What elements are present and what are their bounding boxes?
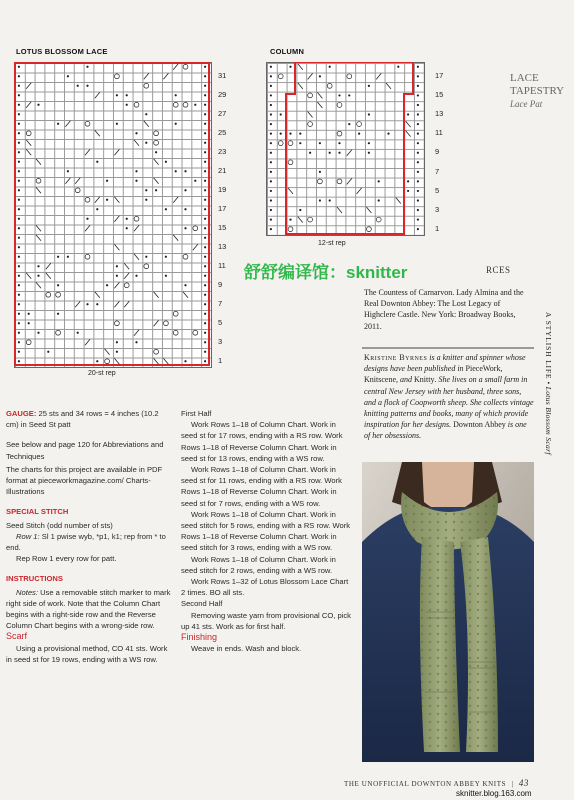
bio-text-2: ,: [500, 364, 503, 374]
row-number: 9: [218, 280, 223, 289]
edge-text-line1: LACE: [510, 72, 539, 84]
repeat-row-text: Rep Row 1 every row for patt.: [16, 554, 117, 564]
gauge-label: GAUGE:: [6, 409, 37, 418]
bio-pub-1: PieceWork: [465, 364, 501, 374]
row-number: 7: [435, 166, 440, 176]
row-number: 7: [218, 299, 223, 308]
seed-stitch-title: Seed Stitch (odd number of sts): [6, 520, 113, 530]
charts-pdf-note: The charts for this project are available in PDF format at pieceworkmagazine.com/ Charts-Illustrations: [6, 464, 163, 497]
row-number: 3: [435, 204, 440, 214]
first-half-heading: First Half: [181, 409, 212, 418]
row-number: 11: [218, 261, 226, 270]
running-title: THE UNOFFICIAL DOWNTON ABBEY KNITS: [344, 780, 507, 788]
resources-heading-fragment: RCES: [486, 265, 511, 275]
sidebar-separator: •: [544, 379, 553, 387]
abbreviations-note: See below and page 120 for Abbreviations and Techniques: [6, 440, 164, 461]
bio-text-3: , and: [396, 375, 414, 385]
notes-label: Notes:: [16, 587, 38, 597]
special-stitch-heading: SPECIAL STITCH: [6, 507, 69, 517]
footer-separator: |: [511, 780, 514, 788]
row-number: 15: [218, 223, 227, 232]
row-number: 1: [435, 223, 440, 233]
column-chart: [266, 62, 426, 237]
bio-text-1: is a knitter and spinner whose designs have been published in: [364, 353, 526, 374]
lotus-chart-title: LOTUS BLOSSOM LACE: [16, 47, 108, 56]
lotus-chart-symbols: [14, 62, 210, 366]
section-name: A STYLISH LIFE: [544, 312, 553, 380]
first-half-p1: Work Rows 1–18 of Column Chart. Work in seed st for 17 rows, ending with a RS row. Work Rows 1–18 of Reverse Column Chart. Work in seed st for 13 rows, ending with a WS row.: [181, 420, 343, 463]
divider: [362, 347, 534, 349]
edge-text-line2: TAPESTRY: [510, 85, 565, 97]
left-column: [6, 408, 172, 665]
section-sidebar: [544, 312, 553, 455]
row-number: 19: [218, 185, 227, 194]
middle-column: [181, 408, 353, 654]
lotus-chart: [14, 62, 214, 367]
notes-text: Use a removable stitch marker to mark right side of work. Note that the Column Chart begins with a right-side row and the Reverse Column Chart begins with a wrong-side row.: [6, 587, 171, 631]
first-half-p3: Work Rows 1–18 of Column Chart. Work in seed stitch for 5 rows, ending with a RS row. Work Rows 1–18 of Reverse Column Chart. Work in seed stitch for 3 rows, ending with a WS row.: [181, 509, 351, 553]
column-chart-symbols: [266, 62, 423, 234]
finishing-heading: Finishing: [181, 632, 218, 643]
row-number: 5: [218, 318, 223, 327]
first-half-p2: Work Rows 1–18 of Column Chart. Work in seed st for 11 rows, ending with a RS row. Work Rows 1–18 of Reverse Column Chart. Work in seed st for 7 rows, ending with a WS row.: [181, 465, 342, 508]
bio-show-title: Downton Abbey: [453, 420, 506, 430]
lotus-repeat-label: 20-st rep: [88, 370, 116, 377]
row-number: 11: [435, 128, 443, 138]
row1-label: Row 1:: [16, 531, 40, 541]
row-number: 17: [435, 71, 444, 80]
bio-pub-3: Knitty: [414, 375, 435, 385]
author-bio: [364, 352, 534, 442]
row-number: 9: [435, 147, 440, 157]
row-number: 17: [218, 204, 227, 213]
footer: [344, 778, 529, 788]
row-number: 25: [218, 128, 227, 137]
first-half-p5: Work Rows 1–32 of Lotus Blossom Lace Chart 2 times. BO all sts.: [181, 577, 349, 598]
pattern-name: Lotus Blossom Scarf: [544, 386, 553, 455]
row1-text: Sl 1 pwise wyb, *p1, k1; rep from * to end.: [6, 531, 166, 553]
bio-text-6: is one of her obsessions.: [364, 420, 527, 441]
watermark: 舒舒编译馆：sknitter: [244, 263, 408, 282]
row-number: 3: [218, 337, 223, 346]
finishing-text: Weave in ends. Wash and block.: [191, 644, 302, 654]
row-number: 13: [218, 242, 227, 251]
gauge-text: 25 sts and 34 rows = 4 inches (10.2 cm) in Seed St patt: [6, 409, 159, 430]
row-number: 23: [218, 147, 227, 156]
row-number: 13: [435, 109, 444, 119]
column-repeat-label: 12-st rep: [318, 240, 346, 247]
blog-url: sknitter.blog.163.com: [456, 789, 532, 798]
scarf-photo-illustration: [362, 462, 534, 762]
row-number: 5: [435, 185, 440, 195]
row-number: 21: [218, 166, 227, 175]
resource-citation: The Countess of Carnarvon. Lady Almina and the Real Downton Abbey: The Lost Legacy of Highclere Castle. New York: Broadway Books, 2011.: [364, 288, 524, 331]
scarf-heading: Scarf: [6, 631, 28, 642]
row-number: 29: [218, 90, 227, 99]
edge-text-line3: Lace Pat: [510, 99, 543, 109]
author-name: Kristine Byrnes: [364, 353, 428, 362]
scarf-text: Using a provisional method, CO 41 sts. Work in seed st for 19 rows, ending with a WS row.: [6, 643, 168, 664]
first-half-p4: Work Rows 1–18 of Column Chart. Work in seed stitch for 2 rows, ending with a WS row.: [181, 554, 336, 575]
second-half-p6: Removing waste yarn from provisional CO, pick up 41 sts. Work as for first half.: [181, 610, 351, 631]
column-chart-title: COLUMN: [270, 47, 305, 56]
bio-pub-2: Knitscene: [364, 375, 396, 385]
bio-text-4: . She lives on a small farm in central New Jersey with her husband, three sons, and a flock of Coopworth sheep. She collects vintage knitting patterns and books, many of which provide inspiration for her designs.: [364, 375, 534, 430]
scarf-photo: [362, 462, 534, 762]
second-half-heading: Second Half: [181, 599, 223, 609]
instructions-heading: INSTRUCTIONS: [6, 574, 63, 584]
row-number: 27: [218, 109, 227, 118]
edge-text: [510, 72, 564, 111]
row-number: 1: [218, 356, 223, 365]
row-number: 15: [435, 90, 444, 100]
page-number: 43: [518, 778, 530, 788]
row-number: 31: [218, 71, 227, 80]
